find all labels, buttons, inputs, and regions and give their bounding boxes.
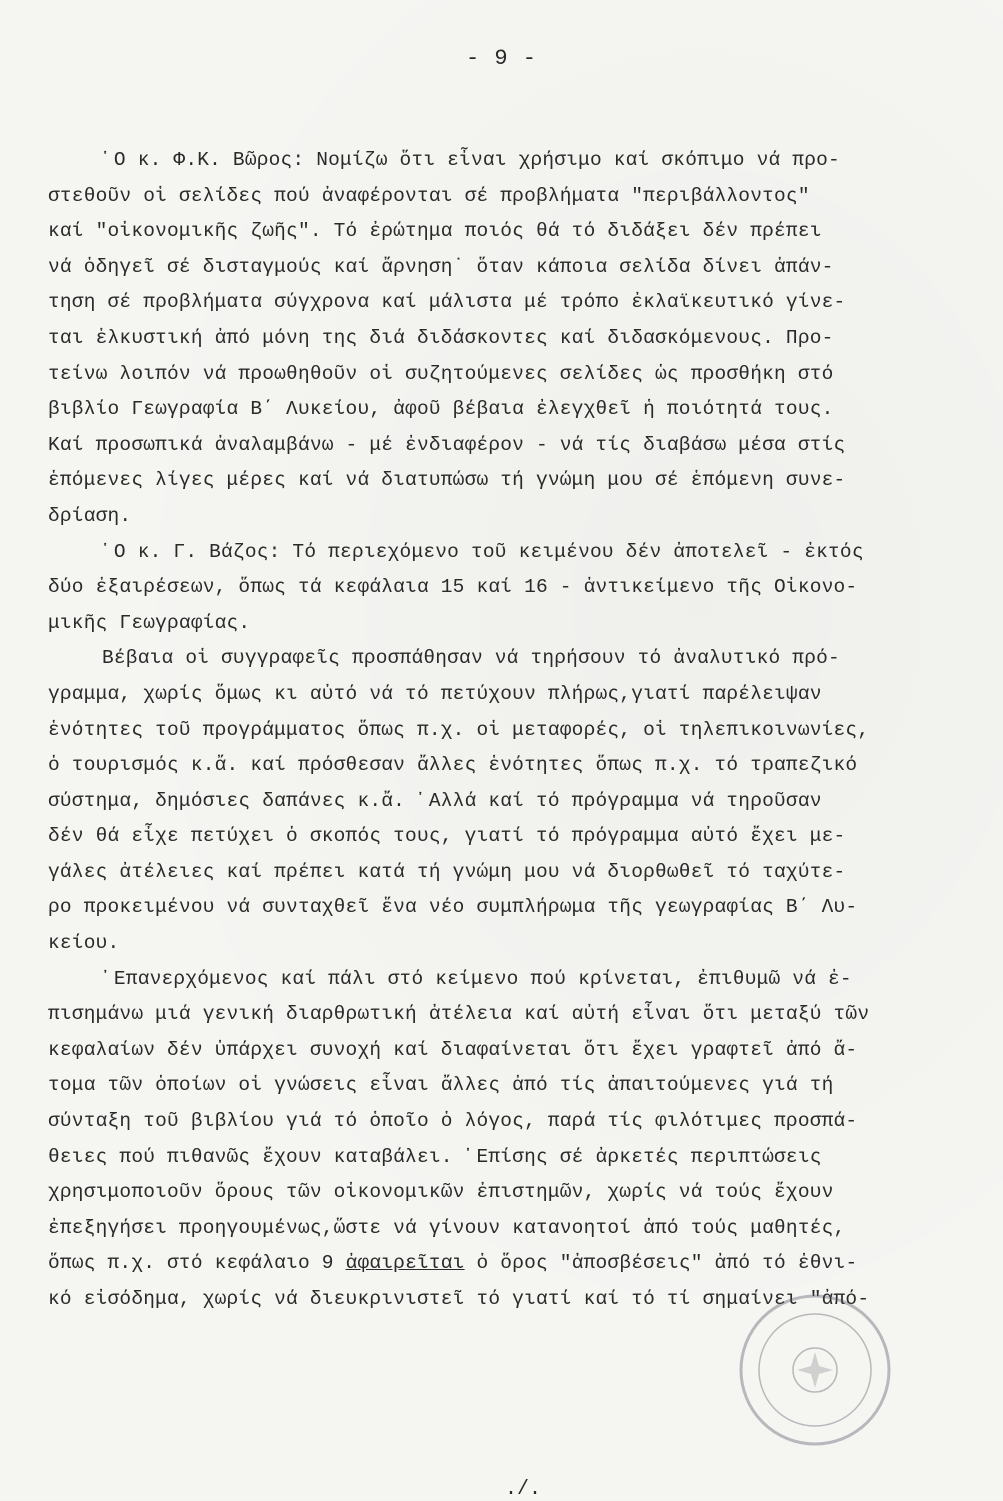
- text-line: στεθοῦν οἱ σελίδες πού ἀναφέρονται σέ προβλήματα "περιβάλλοντος": [48, 184, 810, 207]
- text-line: κείου.: [48, 932, 120, 955]
- body-text: [48, 143, 978, 1318]
- underlined-word: ἀφαιρεῖται: [345, 1252, 465, 1275]
- text-line: ἑπόμενες λίγες μέρες καί νά διατυπώσω τή γνώμη μου σέ ἑπόμενη συνε-: [48, 469, 846, 492]
- text-line: Καί προσωπικά ἀναλαμβάνω - μέ ἐνδιαφέρον - νά τίς διαβάσω μέσα στίς: [48, 433, 846, 456]
- text-line: σύστημα, δημόσιες δαπάνες κ.ἄ. ᾿Αλλά καί τό πρόγραμμα νά τηροῦσαν: [48, 789, 822, 812]
- continuation-mark: ./.: [505, 1478, 542, 1501]
- text-line: δρίαση.: [48, 504, 132, 527]
- text-line: καί "οἰκονομικῆς ζωῆς". Τό ἐρώτημα ποιός θά τό διδάξει δέν πρέπει: [48, 220, 822, 243]
- text-line: Βέβαια οἱ συγγραφεῖς προσπάθησαν νά τηρήσουν τό ἀναλυτικό πρό-: [102, 647, 840, 670]
- text-line: νά ὁδηγεῖ σέ δισταγμούς καί ἄρνηση˙ ὅταν κάποια σελίδα δίνει ἀπάν-: [48, 255, 834, 278]
- text-line: μικῆς Γεωγραφίας.: [48, 611, 251, 634]
- text-line: κό εἰσόδημα, χωρίς νά διευκρινιστεῖ τό γιατί καί τό τί σημαίνει "ἀπό-: [48, 1288, 870, 1310]
- text-line: ται ἑλκυστική ἀπό μόνη της διά διδάσκοντες καί διδασκόμενους. Προ-: [48, 326, 834, 349]
- text-line: ὁ τουρισμός κ.ἄ. καί πρόσθεσαν ἄλλες ἑνότητες ὅπως π.χ. τό τραπεζικό: [48, 754, 858, 777]
- text-line: γάλες ἀτέλειες καί πρέπει κατά τή γνώμη μου νά διορθωθεῖ τό ταχύτε-: [48, 860, 846, 883]
- text-line: χρησιμοποιοῦν ὅρους τῶν οἰκονομικῶν ἐπιστημῶν, χωρίς νά τούς ἔχουν: [48, 1181, 834, 1204]
- text-line: κεφαλαίων δέν ὑπάρχει συνοχή καί διαφαίνεται ὅτι ἔχει γραφτεῖ ἀπό ἄ-: [48, 1038, 858, 1061]
- text-line: βιβλίο Γεωγραφία Β΄ Λυκείου, ἀφοῦ βέβαια ἐλεγχθεῖ ἡ ποιότητά τους.: [48, 398, 834, 421]
- text-line-with-underline: [48, 1246, 978, 1282]
- text-line: ἐπεξηγήσει προηγουμένως,ὥστε νά γίνουν κατανοητοί ἀπό τούς μαθητές,: [48, 1216, 846, 1239]
- office-stamp-icon: [735, 1290, 895, 1450]
- text-line: δέν θά εἶχε πετύχει ὁ σκοπός τους, γιατί τό πρόγραμμα αὐτό ἔχει με-: [48, 825, 846, 848]
- text-line: τομα τῶν ὁποίων οἱ γνώσεις εἶναι ἄλλες ἀπό τίς ἀπαιτούμενες γιά τή: [48, 1074, 834, 1097]
- text-line: σύνταξη τοῦ βιβλίου γιά τό ὁποῖο ὁ λόγος, παρά τίς φιλότιμες προσπά-: [48, 1110, 858, 1133]
- text-line: τηση σέ προβλήματα σύγχρονα καί μάλιστα μέ τρόπο ἐκλαϊκευτικό γίνε-: [48, 291, 846, 314]
- text-line: ῾Ο κ. Γ. Βάζος: Τό περιεχόμενο τοῦ κειμένου δέν ἀποτελεῖ - ἐκτός: [102, 540, 864, 563]
- text-line: ῾Ο κ. Φ.Κ. Βῶρος: Νομίζω ὅτι εἶναι χρήσιμο καί σκόπιμο νά προ-: [102, 149, 840, 171]
- text-line: ἑνότητες τοῦ προγράμματος ὅπως π.χ. οἱ μεταφορές, οἱ τηλεπικοινωνίες,: [48, 718, 870, 741]
- text-line: ᾿Επανερχόμενος καί πάλι στό κείμενο πού κρίνεται, ἐπιθυμῶ νά ἐ-: [102, 967, 852, 990]
- text-fragment: ὁ ὅρος "ἀποσβέσεις" ἀπό τό ἐθνι-: [464, 1252, 858, 1275]
- page-number: - 9 -: [465, 46, 537, 71]
- text-line: πισημάνω μιά γενική διαρθρωτική ἀτέλεια καί αὐτή εἶναι ὅτι μεταξύ τῶν: [48, 1003, 870, 1026]
- text-line: θειες πού πιθανῶς ἔχουν καταβάλει. ᾿Επίσης σέ ἀρκετές περιπτώσεις: [48, 1145, 822, 1168]
- text-line: ρο προκειμένου νά συνταχθεῖ ἕνα νέο συμπλήρωμα τῆς γεωγραφίας Β΄ Λυ-: [48, 896, 858, 919]
- text-fragment: ὅπως π.χ. στό κεφάλαιο 9: [48, 1252, 346, 1275]
- text-line: τείνω λοιπόν νά προωθηθοῦν οἱ συζητούμενες σελίδες ὡς προσθήκη στό: [48, 362, 834, 385]
- text-line: δύο ἐξαιρέσεων, ὅπως τά κεφάλαια 15 καί 16 - ἀντικείμενο τῆς Οἰκονο-: [48, 576, 858, 599]
- text-line: γραμμα, χωρίς ὅμως κι αὐτό νά τό πετύχουν πλήρως,γιατί παρέλειψαν: [48, 682, 822, 705]
